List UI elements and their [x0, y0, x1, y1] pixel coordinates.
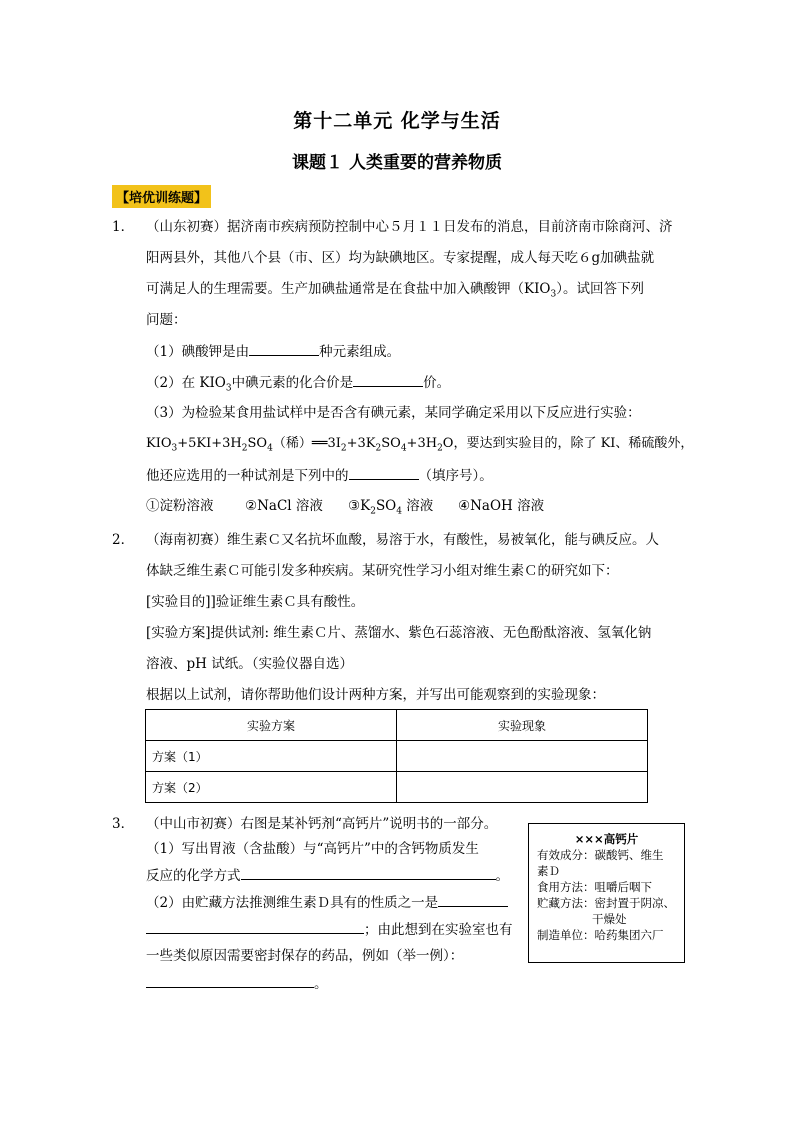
answer-blank[interactable]	[241, 866, 496, 880]
table-cell-plan-1: 方案（1）	[146, 741, 397, 772]
q2-number: 2．	[112, 532, 135, 548]
answer-blank[interactable]	[353, 373, 423, 387]
q3-line-1: （中山市初赛）右图是某补钙剂“高钙片”说明书的一部分。	[146, 816, 498, 832]
q3-sub-2-cont: ；由此想到在实验室也有	[146, 920, 513, 939]
answer-blank[interactable]	[349, 466, 419, 480]
table-cell-plan-2: 方案（2）	[146, 772, 397, 803]
product-label-ingredients-cont: 素Ｄ	[537, 864, 560, 878]
table-cell-answer[interactable]	[397, 741, 648, 772]
product-label-title: ×××高钙片	[574, 832, 639, 846]
table-header-plan: 实验方案	[146, 710, 397, 741]
product-label-box	[528, 823, 685, 963]
q3-sub-2: （2）由贮藏方法推测维生素Ｄ具有的性质之一是	[146, 893, 508, 912]
q2-line-5: 溶液、pH 试纸。（实验仪器自选）	[146, 656, 353, 672]
q2-line-4: [实验方案]提供试剂: 维生素Ｃ片、蒸馏水、紫色石蕊溶液、无色酚酞溶液、氢氧化钠	[146, 625, 652, 641]
product-label-ingredients: 有效成分：碳酸钙、维生	[537, 848, 664, 862]
product-label-usage: 食用方法：咀嚼后咽下	[537, 880, 652, 894]
q1-option-3: $③K_2SO_4$ 溶液	[348, 498, 434, 517]
q1-line-4: 问题：	[146, 312, 187, 328]
q3-sub-2-line-3: 一些类似原因需要密封保存的药品，例如（举一例）：	[146, 948, 464, 964]
unit-title: 第十二单元 化学与生活	[293, 110, 501, 132]
table-header-phenomenon: 实验现象	[397, 710, 648, 741]
q1-sub-1: （1）碘酸钾是由 种元素组成。	[146, 344, 401, 360]
q3-sub-2-line-4: 。	[146, 974, 328, 993]
q2-line-1: （海南初赛）维生素Ｃ又名抗坏血酸，易溶于水，有酸性，易被氧化，能与碘反应。人	[146, 532, 659, 548]
q1-option-1: ①淀粉溶液	[146, 498, 214, 514]
product-label-storage-cont: 干燥处	[592, 912, 627, 926]
experiment-table	[145, 709, 648, 803]
section-tag: 【培优训练题】	[112, 185, 211, 208]
q1-sub-3-question: 他还应选用的一种试剂是下列中的 （填序号）。	[146, 468, 493, 484]
q2-line-6: 根据以上试剂，请你帮助他们设计两种方案，并写出可能观察到的实验现象：	[146, 687, 605, 703]
product-label-storage: 贮藏方法：密封置于阴凉、	[537, 896, 675, 910]
q1-equation: $KIO_3+5KI+3H_2SO_4$（稀）$══3I_2+3K_2SO_4+3H_2O$，要达到实验目的，除了 KI、稀硫酸外，	[146, 436, 694, 454]
table-header-row	[146, 710, 648, 741]
product-label-manufacturer: 制造单位：哈药集团六厂	[537, 928, 664, 942]
answer-blank[interactable]	[146, 974, 314, 988]
q3-sub-1-cont: 反应的化学方式 。	[146, 868, 509, 884]
q1-option-2: ②NaCl 溶液	[245, 498, 323, 514]
answer-blank[interactable]	[146, 920, 364, 934]
lesson-title: 课题１ 人类重要的营养物质	[292, 153, 502, 173]
table-row	[146, 772, 648, 803]
q1-line-1: （山东初赛）据济南市疾病预防控制中心５月１１日发布的消息，目前济南市除商河、济	[146, 219, 673, 235]
q1-line-2: 阳两县外，其他八个县（市、区）均为缺碘地区。专家提醒，成人每天吃６g加碘盐就	[146, 250, 655, 266]
q1-option-4: ④NaOH 溶液	[458, 498, 545, 514]
q1-sub-2: （2）在 $KIO_3$中碘元素的化合价是 价。	[146, 375, 451, 394]
q3-number: 3．	[112, 816, 135, 832]
q2-line-2: 体缺乏维生素Ｃ可能引发多种疾病。某研究性学习小组对维生素Ｃ的研究如下：	[146, 563, 619, 579]
q1-line-3: 可满足人的生理需要。生产加碘盐通常是在食盐中加入碘酸钾$(KIO_3)$。试回答下列	[146, 281, 644, 300]
q3-sub-1: （1）写出胃液（含盐酸）与“高钙片”中的含钙物质发生	[146, 841, 479, 857]
table-cell-answer[interactable]	[397, 772, 648, 803]
answer-blank[interactable]	[438, 893, 508, 907]
q1-number: 1．	[112, 219, 135, 235]
answer-blank[interactable]	[249, 342, 319, 356]
table-row	[146, 741, 648, 772]
q2-line-3: [实验目的]]验证维生素Ｃ具有酸性。	[146, 594, 365, 610]
q1-sub-3: （3）为检验某食用盐试样中是否含有碘元素，某同学确定采用以下反应进行实验：	[146, 405, 641, 421]
